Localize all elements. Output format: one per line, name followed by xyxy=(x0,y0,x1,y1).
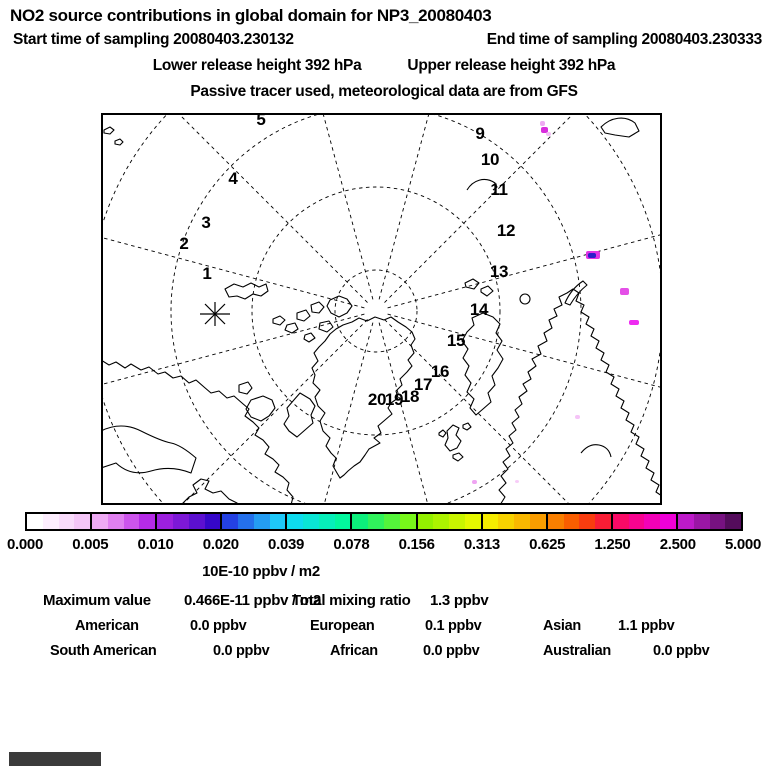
colorbar-segment xyxy=(416,514,481,529)
colorbar-cell xyxy=(59,514,75,529)
colorbar-tick-label: 0.005 xyxy=(72,536,109,553)
trajectory-number: 1 xyxy=(202,264,212,283)
region-name: American xyxy=(75,618,139,634)
colorbar-unit-label: 10E-10 ppbv / m2 xyxy=(202,563,320,580)
colorbar-tick-label: 0.625 xyxy=(529,536,566,553)
colorbar-cell xyxy=(660,514,676,529)
lower-release-text: Lower release height 392 hPa xyxy=(152,57,362,74)
colorbar-segment xyxy=(220,514,285,529)
colorbar-cell xyxy=(205,514,221,529)
colorbar-cell xyxy=(579,514,595,529)
colorbar-cell xyxy=(335,514,351,529)
trajectory-number: 16 xyxy=(430,362,450,381)
colorbar-cell xyxy=(595,514,611,529)
colorbar-cell xyxy=(74,514,90,529)
colorbar-segment xyxy=(676,514,741,529)
plume-spot xyxy=(540,121,545,126)
colorbar-cell xyxy=(465,514,481,529)
trajectory-number: 2 xyxy=(179,234,189,253)
trajectory-number: 14 xyxy=(469,300,489,319)
colorbar-cell xyxy=(514,514,530,529)
colorbar-cell xyxy=(270,514,286,529)
release-heights-line xyxy=(0,57,768,75)
region-name: African xyxy=(330,643,378,659)
total-mixing-label: Total mixing ratio xyxy=(292,592,411,609)
region-name: South American xyxy=(50,643,157,659)
maximum-value: 0.466E-11 ppbv / m2 xyxy=(184,592,321,609)
colorbar-tick-label: 5.000 xyxy=(724,536,762,553)
colorbar-cell xyxy=(710,514,726,529)
colorbar-cell xyxy=(433,514,449,529)
colorbar-cell xyxy=(189,514,205,529)
plume-spot xyxy=(515,480,519,483)
colorbar-cell xyxy=(725,514,741,529)
colorbar-cell xyxy=(124,514,140,529)
colorbar-segment xyxy=(611,514,676,529)
trajectory-number: 20 xyxy=(367,390,387,409)
figure-title: NO2 source contributions in global domain for NP3_20080403 xyxy=(10,6,492,25)
colorbar-cell xyxy=(384,514,400,529)
colorbar-tick-label: 0.156 xyxy=(398,536,435,553)
colorbar-cell xyxy=(564,514,580,529)
end-time-text: End time of sampling 20080403.230333 xyxy=(486,31,762,48)
region-name: Australian xyxy=(543,643,611,659)
colorbar-cell xyxy=(319,514,335,529)
colorbar-cell xyxy=(548,514,564,529)
colorbar-cell xyxy=(238,514,254,529)
tracer-note-line: Passive tracer used, meteorological data are from GFS xyxy=(190,83,578,100)
start-time-text: Start time of sampling 20080403.230132 xyxy=(13,31,294,48)
colorbar-segment xyxy=(155,514,220,529)
colorbar-cell xyxy=(303,514,319,529)
colorbar-cell xyxy=(418,514,434,529)
colorbar-cell xyxy=(157,514,173,529)
bottom-left-bar xyxy=(9,752,101,766)
total-mixing-value: 1.3 ppbv xyxy=(430,592,489,609)
colorbar-cell xyxy=(222,514,238,529)
colorbar-cell xyxy=(629,514,645,529)
colorbar-cell xyxy=(613,514,629,529)
plume-spot xyxy=(629,320,639,325)
region-value: 0.0 ppbv xyxy=(423,643,480,659)
colorbar-cell xyxy=(483,514,499,529)
region-name: European xyxy=(310,618,375,634)
colorbar-tick-label: 0.078 xyxy=(333,536,370,553)
region-name: Asian xyxy=(543,618,581,634)
region-value: 0.0 ppbv xyxy=(190,618,247,634)
colorbar-cell xyxy=(644,514,660,529)
trajectory-number: 4 xyxy=(228,169,238,188)
trajectory-number: 13 xyxy=(489,262,509,281)
colorbar-cell xyxy=(400,514,416,529)
region-value: 0.1 ppbv xyxy=(425,618,482,634)
colorbar-tick-label: 0.313 xyxy=(463,536,500,553)
colorbar-segment xyxy=(90,514,155,529)
trajectory-number: 18 xyxy=(400,387,420,406)
sampling-times-line xyxy=(13,31,762,49)
colorbar-cell xyxy=(498,514,514,529)
colorbar-cell xyxy=(352,514,368,529)
polar-map xyxy=(101,113,662,505)
colorbar xyxy=(25,512,743,531)
plume-spot xyxy=(575,415,580,419)
plume-spot xyxy=(472,480,477,484)
colorbar-tick-label: 2.500 xyxy=(659,536,696,553)
colorbar-tick-label: 0.010 xyxy=(137,536,174,553)
plume-spot xyxy=(620,288,629,295)
colorbar-cell xyxy=(108,514,124,529)
colorbar-segment xyxy=(350,514,415,529)
plume-spot xyxy=(541,127,548,133)
colorbar-segment xyxy=(27,514,90,529)
region-value: 0.0 ppbv xyxy=(213,643,270,659)
colorbar-segment xyxy=(546,514,611,529)
colorbar-cell xyxy=(678,514,694,529)
colorbar-segment xyxy=(481,514,546,529)
colorbar-cell xyxy=(43,514,59,529)
plume-spot xyxy=(546,132,551,136)
maximum-value-label: Maximum value xyxy=(43,592,151,609)
trajectory-number: 11 xyxy=(490,180,508,199)
colorbar-cell xyxy=(139,514,155,529)
colorbar-cell xyxy=(92,514,108,529)
colorbar-tick-label: 0.039 xyxy=(268,536,305,553)
colorbar-tick-label: 1.250 xyxy=(594,536,631,553)
trajectory-number: 10 xyxy=(480,150,500,169)
colorbar-cell xyxy=(530,514,546,529)
colorbar-cell xyxy=(254,514,270,529)
trajectory-number: 9 xyxy=(475,124,485,143)
map-border xyxy=(102,114,661,504)
colorbar-tick-label: 0.020 xyxy=(202,536,239,553)
trajectory-number: 19 xyxy=(384,390,404,409)
plume-spot xyxy=(588,253,596,258)
colorbar-cell xyxy=(287,514,303,529)
colorbar-cell xyxy=(27,514,43,529)
trajectory-number: 12 xyxy=(496,221,516,240)
region-value: 0.0 ppbv xyxy=(653,643,710,659)
colorbar-segment xyxy=(285,514,350,529)
region-value: 1.1 ppbv xyxy=(618,618,675,634)
upper-release-text: Upper release height 392 hPa xyxy=(407,57,616,74)
trajectory-number: 15 xyxy=(446,331,466,350)
colorbar-cell xyxy=(368,514,384,529)
colorbar-cell xyxy=(173,514,189,529)
colorbar-cell xyxy=(694,514,710,529)
colorbar-cell xyxy=(449,514,465,529)
colorbar-tick-label: 0.000 xyxy=(6,536,44,553)
trajectory-number: 5 xyxy=(256,113,266,129)
trajectory-number: 3 xyxy=(201,213,211,232)
trajectory-number: 17 xyxy=(413,375,433,394)
